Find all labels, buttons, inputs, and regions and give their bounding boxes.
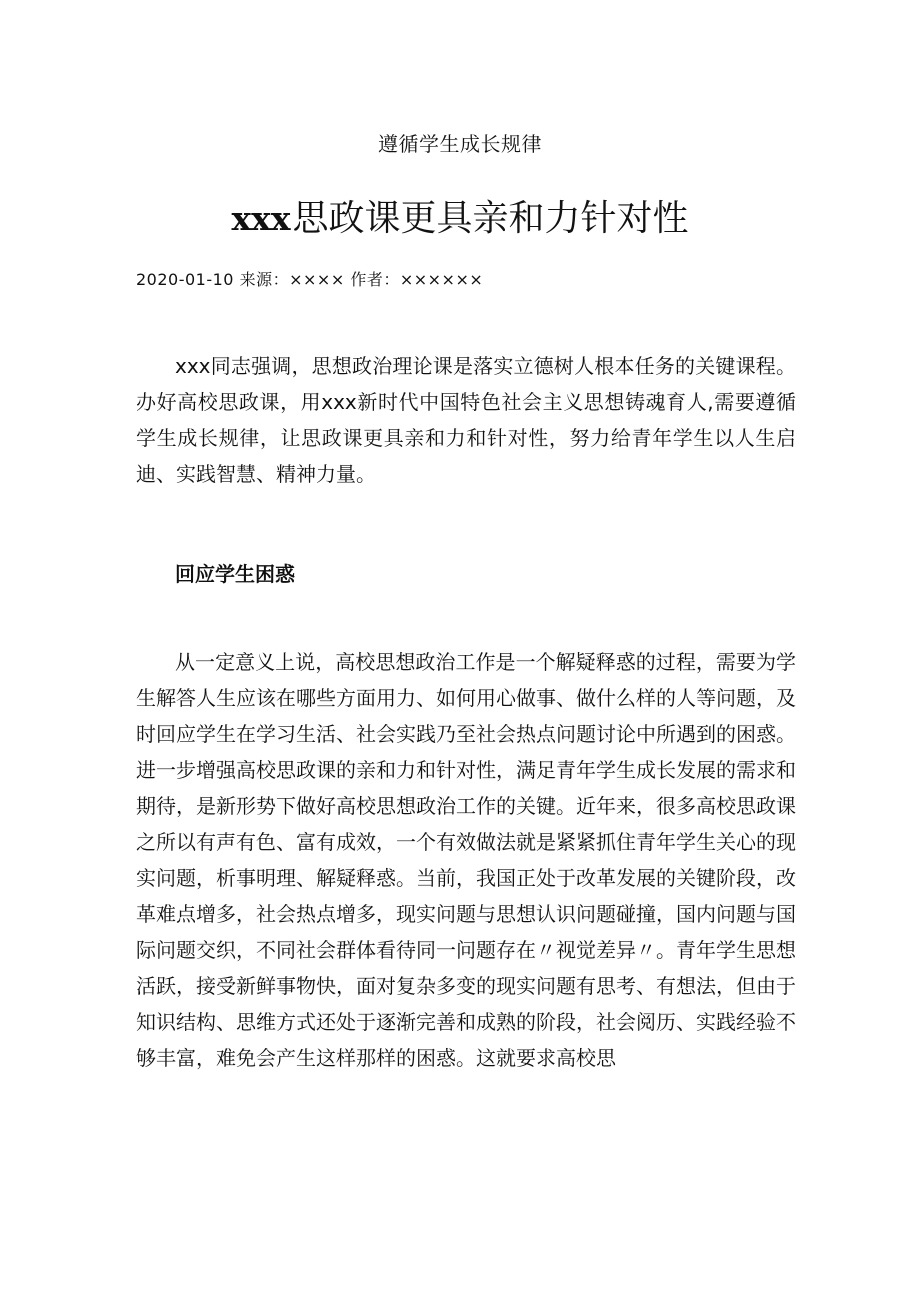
- article-subtitle: 遵循学生成长规律: [378, 132, 542, 156]
- section-paragraph: 从一定意义上说，高校思想政治工作是一个解疑释惑的过程，需要为学生解答人生应该在哪些方面用力、如何用心做事、做什么样的人等问题，及时回应学生在学习生活、社会实践乃至社会热点问题讨论中所遇到的困惑。进一步增强高校思政课的亲和力和针对性，满足青年学生成长发展的需求和期待，是新形势下做好高校思想政治工作的关键。近年来，很多高校思政课之所以有声有色、富有成效，一个有效做法就是紧紧抓住青年学生关心的现实问题，析事明理、解疑释惑。当前，我国正处于改革发展的关键阶段，改革难点增多，社会热点增多，现实问题与思想认识问题碰撞，国内问题与国际问题交织，不同社会群体看待同一问题存在〃视觉差异〃。青年学生思想活跃，接受新鲜事物快，面对复杂多变的现实问题有思考、有想法，但由于知识结构、思维方式还处于逐渐完善和成熟的阶段，社会阅历、实践经验不够丰富，难免会产生这样那样的困惑。这就要求高校思: [136, 650, 796, 1070]
- author-label: 作者：: [350, 270, 400, 289]
- source-value: ××××: [289, 270, 345, 289]
- section-heading: 回应学生困惑: [175, 562, 295, 586]
- article-title-text: 思政课更具亲和力针对性: [292, 198, 689, 239]
- source-label: 来源：: [239, 270, 290, 289]
- article-meta: [136, 269, 483, 291]
- intro-paragraph: xxx同志强调，思想政治理论课是落实立德树人根本任务的关键课程。办好高校思政课，用xxx新时代中国特色社会主义思想铸魂育人,需要遵循学生成长规律，让思政课更具亲和力和针对性，努力给青年学生以人生启迪、实践智慧、精神力量。: [136, 354, 796, 486]
- author-value: ××××××: [399, 270, 484, 289]
- article-title-latin: xxx: [231, 199, 291, 238]
- article-title: [0, 192, 920, 246]
- article-date: 2020-01-10: [136, 270, 234, 289]
